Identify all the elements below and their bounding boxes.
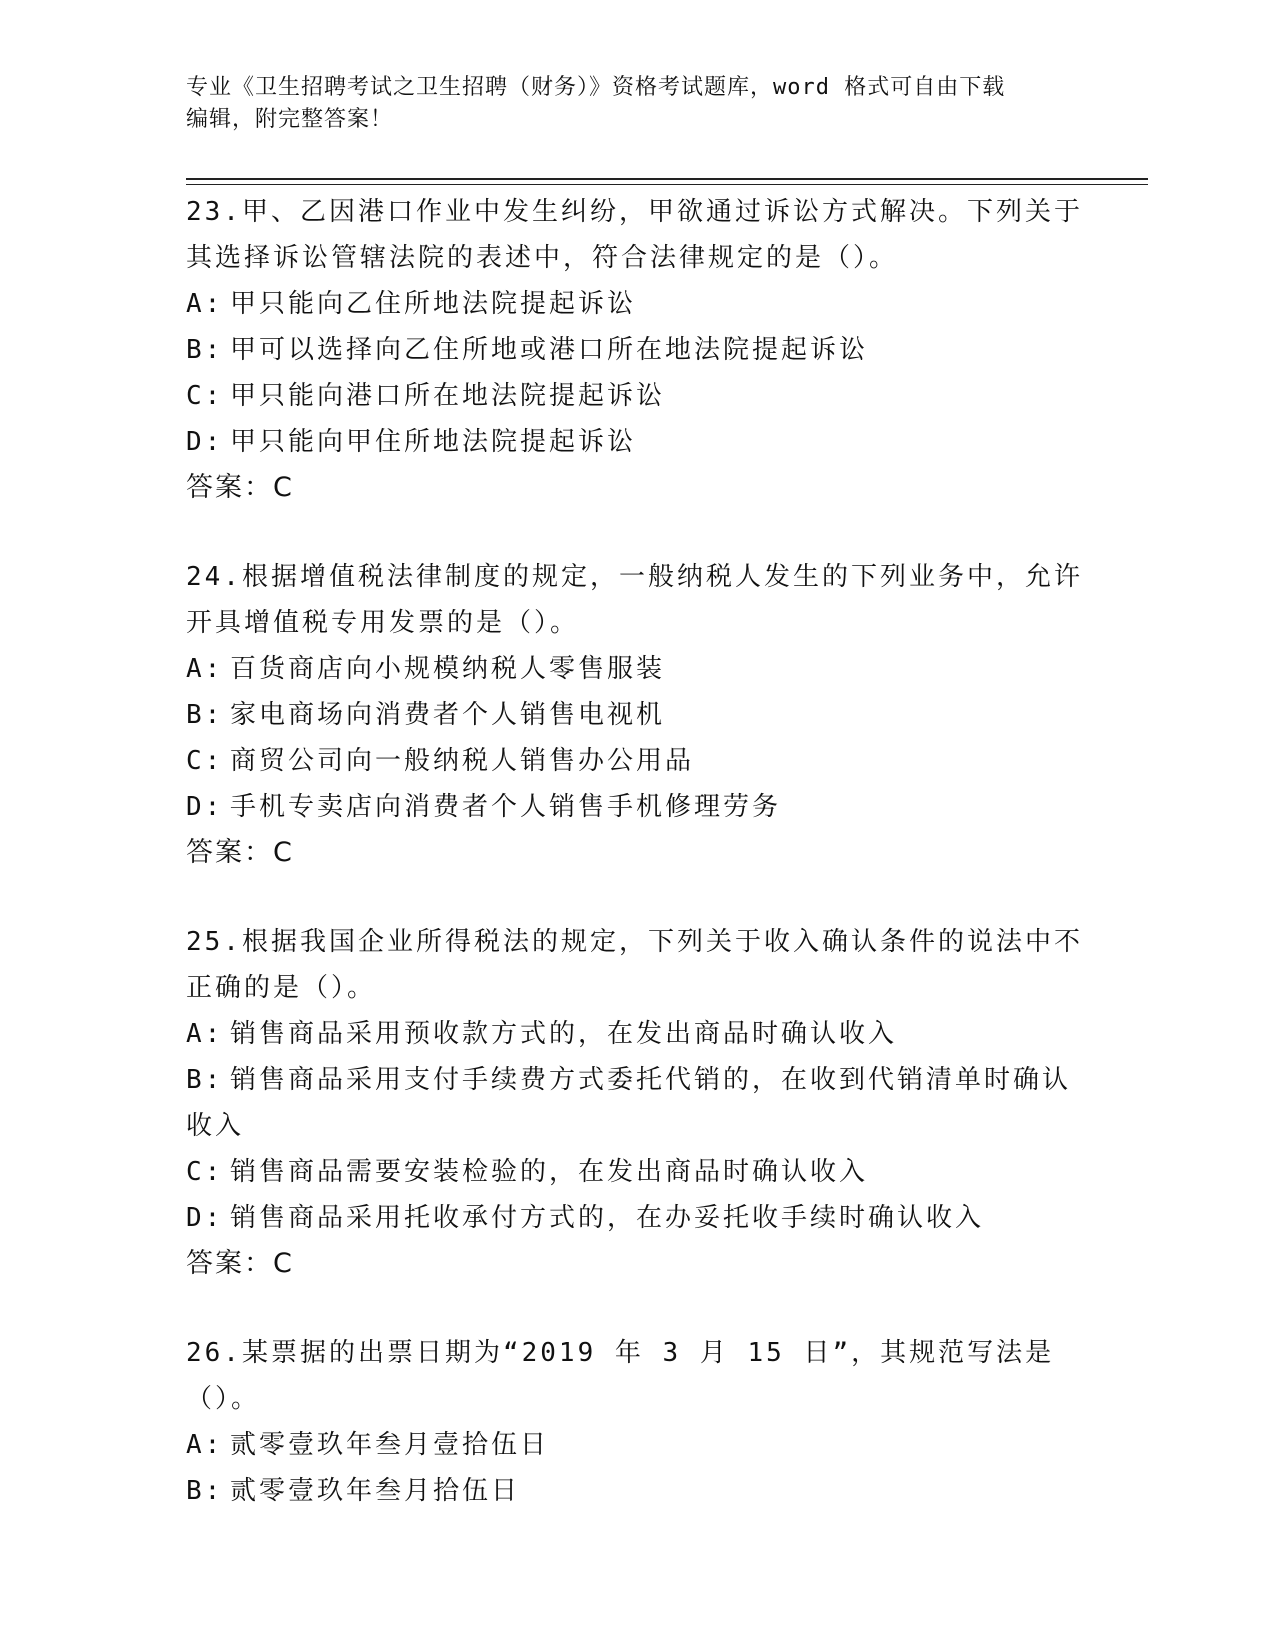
option-a [186,281,1086,327]
question-24 [186,554,1086,876]
option-letter: C: [186,381,224,411]
option-letter: A: [186,289,224,319]
option-letter: D: [186,1203,224,1233]
option-a [186,646,1086,692]
option-text: 商贸公司向一般纳税人销售办公用品 [230,746,695,776]
option-c [186,738,1086,784]
option-d [186,419,1086,465]
option-text: 销售商品采用托收承付方式的，在办妥托收手续时确认收入 [230,1203,985,1233]
option-text: 百货商店向小规模纳税人零售服装 [230,654,666,684]
option-b [186,1057,1086,1103]
option-text: 甲只能向港口所在地法院提起诉讼 [230,381,666,411]
option-text: 销售商品需要安装检验的，在发出商品时确认收入 [230,1157,869,1187]
option-b [186,692,1086,738]
document-header [186,72,1086,136]
question-23 [186,189,1086,511]
option-letter: A: [186,654,224,684]
header-line-1: 专业《卫生招聘考试之卫生招聘（财务）》资格考试题库，word 格式可自由下载 [186,75,1006,100]
option-text: 家电商场向消费者个人销售电视机 [230,700,666,730]
header-line-2: 编辑，附完整答案！ [186,107,394,132]
option-letter: A: [186,1430,224,1460]
question-list [186,189,1086,1557]
option-c [186,1149,1086,1195]
option-letter: D: [186,792,224,822]
option-letter: C: [186,1157,224,1187]
option-d [186,784,1086,830]
option-b [186,327,1086,373]
option-a [186,1011,1086,1057]
option-c [186,373,1086,419]
answer-text: 答案：C [186,837,294,868]
question-stem-line: 正确的是（）。 [186,973,377,1003]
option-text: 甲可以选择向乙住所地或港口所在地法院提起诉讼 [230,335,869,365]
option-letter: D: [186,427,224,457]
question-stem-line: 25.根据我国企业所得税法的规定，下列关于收入确认条件的说法中不 [186,927,1083,957]
question-stem-line: 26.某票据的出票日期为“2019 年 3 月 15 日”，其规范写法是（）。 [186,1338,1055,1414]
answer-text: 答案：C [186,1248,294,1279]
question-stem-line: 23.甲、乙因港口作业中发生纠纷，甲欲通过诉讼方式解决。下列关于 [186,197,1083,227]
option-d [186,1195,1086,1241]
question-26 [186,1330,1086,1514]
option-letter: C: [186,746,224,776]
header-divider-thick [186,178,1148,180]
option-text: 销售商品采用预收款方式的，在发出商品时确认收入 [230,1019,898,1049]
option-text: 甲只能向乙住所地法院提起诉讼 [230,289,637,319]
option-text: 贰零壹玖年叁月壹拾伍日 [230,1430,550,1460]
question-stem-line: 24.根据增值税法律制度的规定，一般纳税人发生的下列业务中，允许 [186,562,1083,592]
question-25 [186,919,1086,1287]
option-b [186,1468,1086,1514]
answer-text: 答案：C [186,472,294,503]
option-letter: A: [186,1019,224,1049]
option-letter: B: [186,1065,224,1095]
header-divider-thin [186,184,1148,185]
question-stem-line: 其选择诉讼管辖法院的表述中，符合法律规定的是（）。 [186,243,899,273]
option-b-continuation: 收入 [186,1111,245,1141]
option-text: 贰零壹玖年叁月拾伍日 [230,1476,521,1506]
option-text: 甲只能向甲住所地法院提起诉讼 [230,427,637,457]
option-text: 销售商品采用支付手续费方式委托代销的，在收到代销清单时确认 [230,1065,1072,1095]
option-a [186,1422,1086,1468]
option-letter: B: [186,700,224,730]
option-text: 手机专卖店向消费者个人销售手机修理劳务 [230,792,782,822]
option-letter: B: [186,1476,224,1506]
question-stem-line: 开具增值税专用发票的是（）。 [186,608,580,638]
option-letter: B: [186,335,224,365]
